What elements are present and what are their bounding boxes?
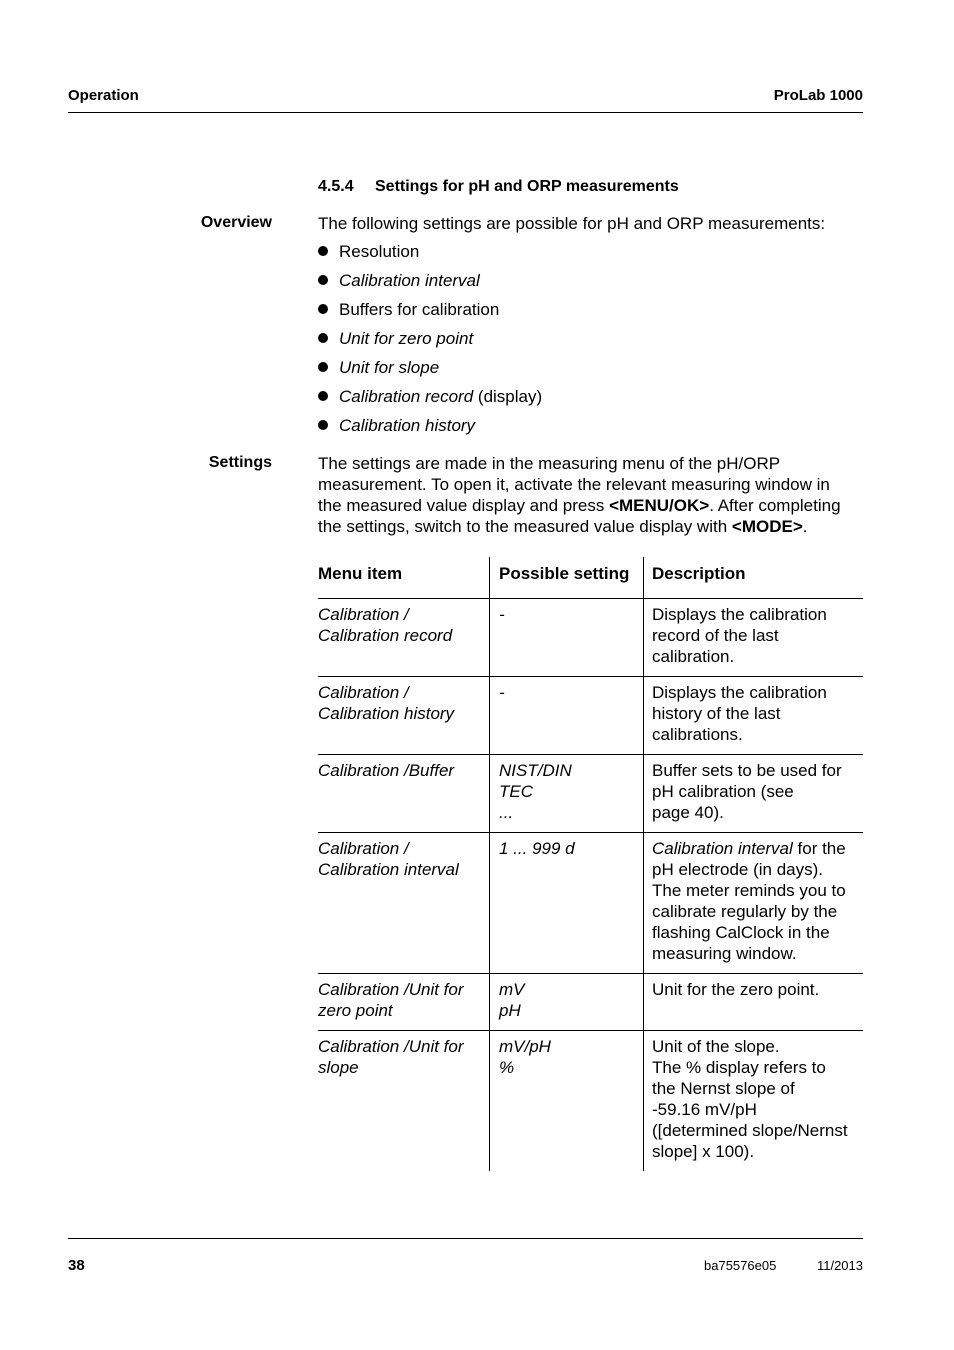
line-text: the settings, switch to the measured value display with <box>318 517 732 536</box>
cell-menu-item <box>318 974 490 1031</box>
cell-line: % <box>499 1058 515 1077</box>
cell-text: pH calibration (see <box>652 782 794 801</box>
section-number: 4.5.4 <box>318 178 354 195</box>
cell-line <box>652 760 863 781</box>
cell-text: The meter reminds you to <box>652 881 846 900</box>
cell-text: flashing CalClock in the <box>652 923 830 942</box>
settings-label: Settings <box>208 454 272 471</box>
cell-text: ([determined slope/Nernst <box>652 1121 848 1140</box>
bullet-icon <box>318 275 328 285</box>
cell-italic: Calibration interval <box>652 839 793 858</box>
cell-line <box>652 682 863 703</box>
col-header-description: Description <box>644 557 864 599</box>
cell-possible-setting <box>490 833 644 974</box>
cell-line: Calibration /Unit for <box>318 1037 464 1056</box>
list-item-text: Buffers for calibration <box>339 300 500 319</box>
cell-text: Displays the calibration <box>652 683 827 702</box>
page-number: 38 <box>68 1257 85 1274</box>
overview-label: Overview <box>200 214 272 231</box>
cell-text: for the <box>792 839 846 858</box>
cell-text: page 40). <box>652 803 724 822</box>
cell-line <box>652 781 863 802</box>
cell-line: - <box>499 605 505 624</box>
cell-text: record of the last <box>652 626 779 645</box>
cell-line: Calibration / <box>318 839 409 858</box>
cell-line: Calibration /Unit for <box>318 980 464 999</box>
col-header-possible-setting: Possible setting <box>490 557 644 599</box>
cell-line: slope <box>318 1058 359 1077</box>
cell-line: 1 ... 999 d <box>499 839 575 858</box>
cell-line: zero point <box>318 1001 393 1020</box>
section-heading <box>318 178 679 196</box>
list-item <box>318 416 475 445</box>
cell-description <box>644 677 864 755</box>
cell-line <box>652 943 863 964</box>
list-item-text: Resolution <box>339 242 420 261</box>
document-date: 11/2013 <box>816 1258 863 1273</box>
line-text: measurement. To open it, activate the relevant measuring window in <box>318 475 830 494</box>
cell-possible-setting <box>490 755 644 833</box>
bullet-icon <box>318 420 328 430</box>
list-item-italic: Calibration history <box>339 416 476 435</box>
paragraph-line <box>318 516 878 537</box>
cell-line <box>652 1099 863 1120</box>
cell-menu-item <box>318 833 490 974</box>
paragraph-line <box>318 495 878 516</box>
cell-description <box>644 974 864 1031</box>
list-item-text: (display) <box>473 387 543 406</box>
cell-text: the Nernst slope of <box>652 1079 795 1098</box>
list-item-italic: Unit for slope <box>339 358 440 377</box>
document-id: ba75576e05 <box>704 1258 777 1273</box>
list-item-italic: Unit for zero point <box>339 329 474 348</box>
header-section-name: Operation <box>68 87 139 104</box>
list-item-italic: Calibration record <box>339 387 474 406</box>
table-body <box>318 599 863 1172</box>
cell-line: mV <box>499 980 525 999</box>
cell-menu-item <box>318 599 490 677</box>
list-item <box>318 387 542 416</box>
settings-paragraph <box>318 453 878 537</box>
cell-line: Calibration history <box>318 704 455 723</box>
cell-text: calibration. <box>652 647 735 666</box>
cell-description <box>644 833 864 974</box>
table-row <box>318 755 863 833</box>
cell-text: -59.16 mV/pH <box>652 1100 757 1119</box>
cell-possible-setting <box>490 677 644 755</box>
cell-line: TEC <box>499 782 533 801</box>
cell-line <box>652 880 863 901</box>
bullet-icon <box>318 362 328 372</box>
cell-text: The % display refers to <box>652 1058 826 1077</box>
cell-line <box>652 901 863 922</box>
cell-possible-setting <box>490 599 644 677</box>
cell-line <box>652 802 863 823</box>
cell-menu-item <box>318 1031 490 1172</box>
list-item-italic: Calibration interval <box>339 271 480 290</box>
table-row <box>318 677 863 755</box>
cell-menu-item <box>318 755 490 833</box>
cell-line <box>652 1120 863 1141</box>
cell-text: measuring window. <box>652 944 797 963</box>
cell-text: Unit for the zero point. <box>652 980 820 999</box>
cell-line <box>652 625 863 646</box>
list-item <box>318 329 473 358</box>
cell-text: Unit of the slope. <box>652 1037 780 1056</box>
cell-line: Calibration interval <box>318 860 459 879</box>
cell-description <box>644 755 864 833</box>
cell-line <box>652 922 863 943</box>
cell-line <box>652 724 863 745</box>
table-row <box>318 599 863 677</box>
overview-intro: The following settings are possible for pH and ORP measurements: <box>318 214 826 233</box>
cell-text: history of the last <box>652 704 781 723</box>
cell-text: Buffer sets to be used for <box>652 761 842 780</box>
list-item <box>318 300 499 329</box>
cell-possible-setting <box>490 974 644 1031</box>
line-text: . After completing <box>709 496 841 515</box>
cell-line <box>652 646 863 667</box>
list-item <box>318 271 480 300</box>
bullet-icon <box>318 333 328 343</box>
cell-description <box>644 1031 864 1172</box>
line-text: The settings are made in the measuring menu of the pH/ORP <box>318 454 781 473</box>
list-item <box>318 242 419 271</box>
cell-line <box>652 1078 863 1099</box>
cell-line <box>652 1036 863 1057</box>
cell-line: Calibration / <box>318 605 409 624</box>
paragraph-line <box>318 453 878 474</box>
cell-line: pH <box>499 1001 521 1020</box>
cell-line: NIST/DIN <box>499 761 572 780</box>
cell-line: mV/pH <box>499 1037 551 1056</box>
cell-description <box>644 599 864 677</box>
cell-line <box>652 838 863 859</box>
table-row <box>318 1031 863 1172</box>
list-item <box>318 358 439 387</box>
cell-line: ... <box>499 803 514 822</box>
cell-text: calibrations. <box>652 725 743 744</box>
cell-text: slope] x 100). <box>652 1142 755 1161</box>
cell-text: pH electrode (in days). <box>652 860 824 879</box>
col-header-menu-item: Menu item <box>318 557 490 599</box>
paragraph-line <box>318 474 878 495</box>
bullet-icon <box>318 304 328 314</box>
line-text: the measured value display and press <box>318 496 610 515</box>
key-label: <MODE> <box>731 517 803 536</box>
cell-menu-item <box>318 677 490 755</box>
cell-line <box>652 1141 863 1162</box>
cell-line <box>652 1057 863 1078</box>
key-label: <MENU/OK> <box>609 496 710 515</box>
footer-rule <box>68 1238 863 1239</box>
cell-line: Calibration record <box>318 626 453 645</box>
cell-line <box>652 604 863 625</box>
bullet-icon <box>318 391 328 401</box>
table-row <box>318 833 863 974</box>
cell-line: - <box>499 683 505 702</box>
cell-text: Displays the calibration <box>652 605 827 624</box>
bullet-icon <box>318 246 328 256</box>
cell-line <box>652 979 863 1000</box>
header-rule <box>68 112 863 113</box>
section-title: Settings for pH and ORP measurements <box>375 178 679 195</box>
cell-text: calibrate regularly by the <box>652 902 838 921</box>
table-row <box>318 974 863 1031</box>
table-header-row <box>318 557 863 599</box>
settings-table <box>318 557 863 1171</box>
cell-line <box>652 859 863 880</box>
line-text: . <box>802 517 808 536</box>
cell-line: Calibration /Buffer <box>318 761 455 780</box>
header-product-name: ProLab 1000 <box>773 87 863 104</box>
cell-line <box>652 703 863 724</box>
cell-line: Calibration / <box>318 683 409 702</box>
cell-possible-setting <box>490 1031 644 1172</box>
